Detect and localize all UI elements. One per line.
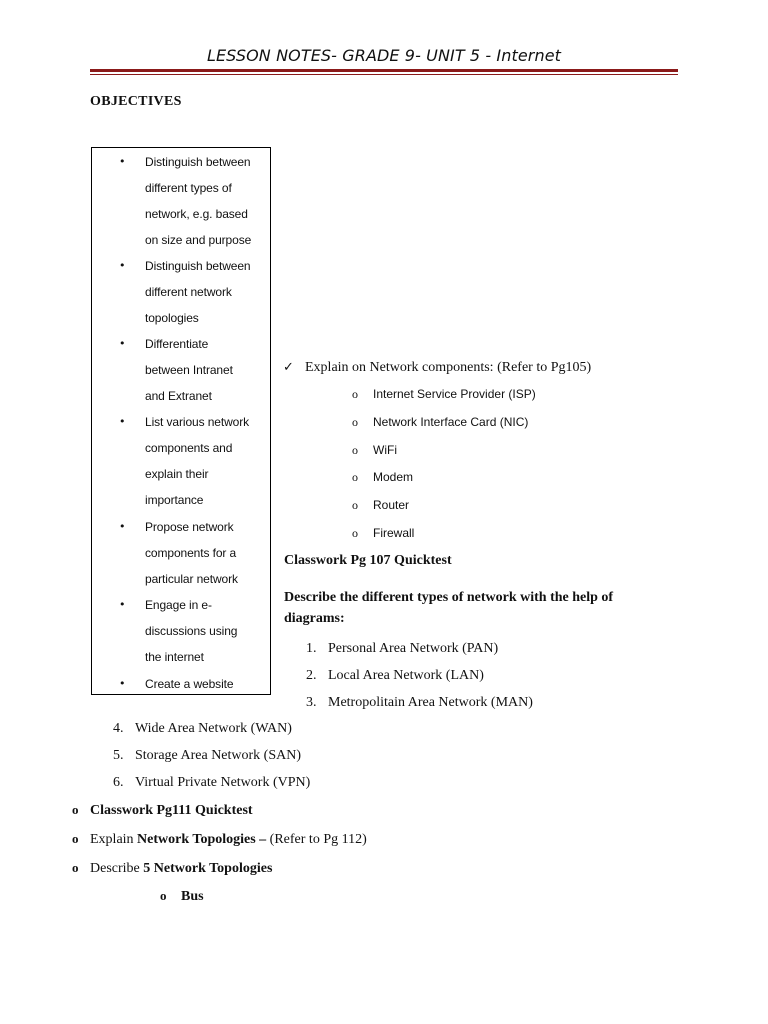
network-type-item: 1. Personal Area Network (PAN) xyxy=(306,641,499,656)
circle-bullet-icon: o xyxy=(72,860,79,875)
objective-line: particular network xyxy=(145,572,238,586)
bullet-icon: • xyxy=(119,598,126,611)
task-classwork-111: o Classwork Pg111 Quicktest xyxy=(72,802,253,818)
objective-line: between Intranet xyxy=(145,363,233,377)
objective-line: different network xyxy=(145,285,232,299)
header-rule-thick xyxy=(90,69,678,72)
bullet-icon: • xyxy=(119,155,126,168)
objective-line: Distinguish between xyxy=(145,155,251,169)
component-item: o Firewall xyxy=(352,526,415,540)
objective-line: topologies xyxy=(145,311,199,325)
task-describe-topologies: o Describe 5 Network Topologies xyxy=(72,860,273,876)
objective-line: Differentiate xyxy=(145,337,209,351)
check-icon: ✓ xyxy=(283,360,294,375)
objective-line: the internet xyxy=(145,650,204,664)
objective-line: explain their xyxy=(145,467,209,481)
circle-bullet-icon: o xyxy=(72,802,79,817)
circle-bullet-icon: o xyxy=(352,415,358,429)
objective-line: Propose network xyxy=(145,520,234,534)
circle-bullet-icon: o xyxy=(160,888,167,903)
task-explain-topologies: o Explain Network Topologies – (Refer to Pg 112) xyxy=(72,831,367,847)
classwork-107-heading: Classwork Pg 107 Quicktest xyxy=(284,553,452,568)
circle-bullet-icon: o xyxy=(352,443,358,457)
objective-line: different types of xyxy=(145,181,232,195)
network-type-item: 5. Storage Area Network (SAN) xyxy=(113,748,302,763)
components-intro: ✓ Explain on Network components: (Refer to Pg105) xyxy=(283,360,592,375)
objective-line: Create a website xyxy=(145,677,234,691)
circle-bullet-icon: o xyxy=(352,387,358,401)
objective-line: on size and purpose xyxy=(145,233,252,247)
objective-line: network, e.g. based xyxy=(145,207,248,221)
circle-bullet-icon: o xyxy=(352,470,358,484)
objective-line: components and xyxy=(145,441,233,455)
component-item: o WiFi xyxy=(352,443,397,457)
objective-line: Engage in e- xyxy=(145,598,212,612)
objective-line: discussions using xyxy=(145,624,238,638)
component-item: o Network Interface Card (NIC) xyxy=(352,415,529,429)
bullet-icon: • xyxy=(119,337,126,350)
header-rule-thin xyxy=(90,74,678,75)
component-item: o Internet Service Provider (ISP) xyxy=(352,387,536,401)
objectives-box xyxy=(91,147,271,695)
circle-bullet-icon: o xyxy=(352,526,358,540)
bullet-icon: • xyxy=(119,259,126,272)
objective-line: and Extranet xyxy=(145,389,212,403)
bullet-icon: • xyxy=(119,520,126,533)
describe-types-heading: Describe the different types of network with the help of diagrams: xyxy=(284,590,614,626)
objectives-heading: OBJECTIVES xyxy=(90,94,182,109)
objective-line: List various network xyxy=(145,415,250,429)
objective-line: Distinguish between xyxy=(145,259,251,273)
page-title: LESSON NOTES- GRADE 9- UNIT 5 - Internet xyxy=(206,46,562,65)
objective-line: importance xyxy=(145,493,204,507)
circle-bullet-icon: o xyxy=(72,831,79,846)
network-type-item: 3. Metropolitain Area Network (MAN) xyxy=(306,695,533,710)
objective-line: components for a xyxy=(145,546,237,560)
network-type-item: 6. Virtual Private Network (VPN) xyxy=(113,775,311,790)
topology-item-bus: o Bus xyxy=(160,888,204,904)
component-item: o Router xyxy=(352,498,410,512)
bullet-icon: • xyxy=(119,677,126,690)
bullet-icon: • xyxy=(119,415,126,428)
network-type-item: 2. Local Area Network (LAN) xyxy=(306,668,484,683)
circle-bullet-icon: o xyxy=(352,498,358,512)
component-item: o Modem xyxy=(352,470,414,484)
network-type-item: 4. Wide Area Network (WAN) xyxy=(113,721,292,736)
